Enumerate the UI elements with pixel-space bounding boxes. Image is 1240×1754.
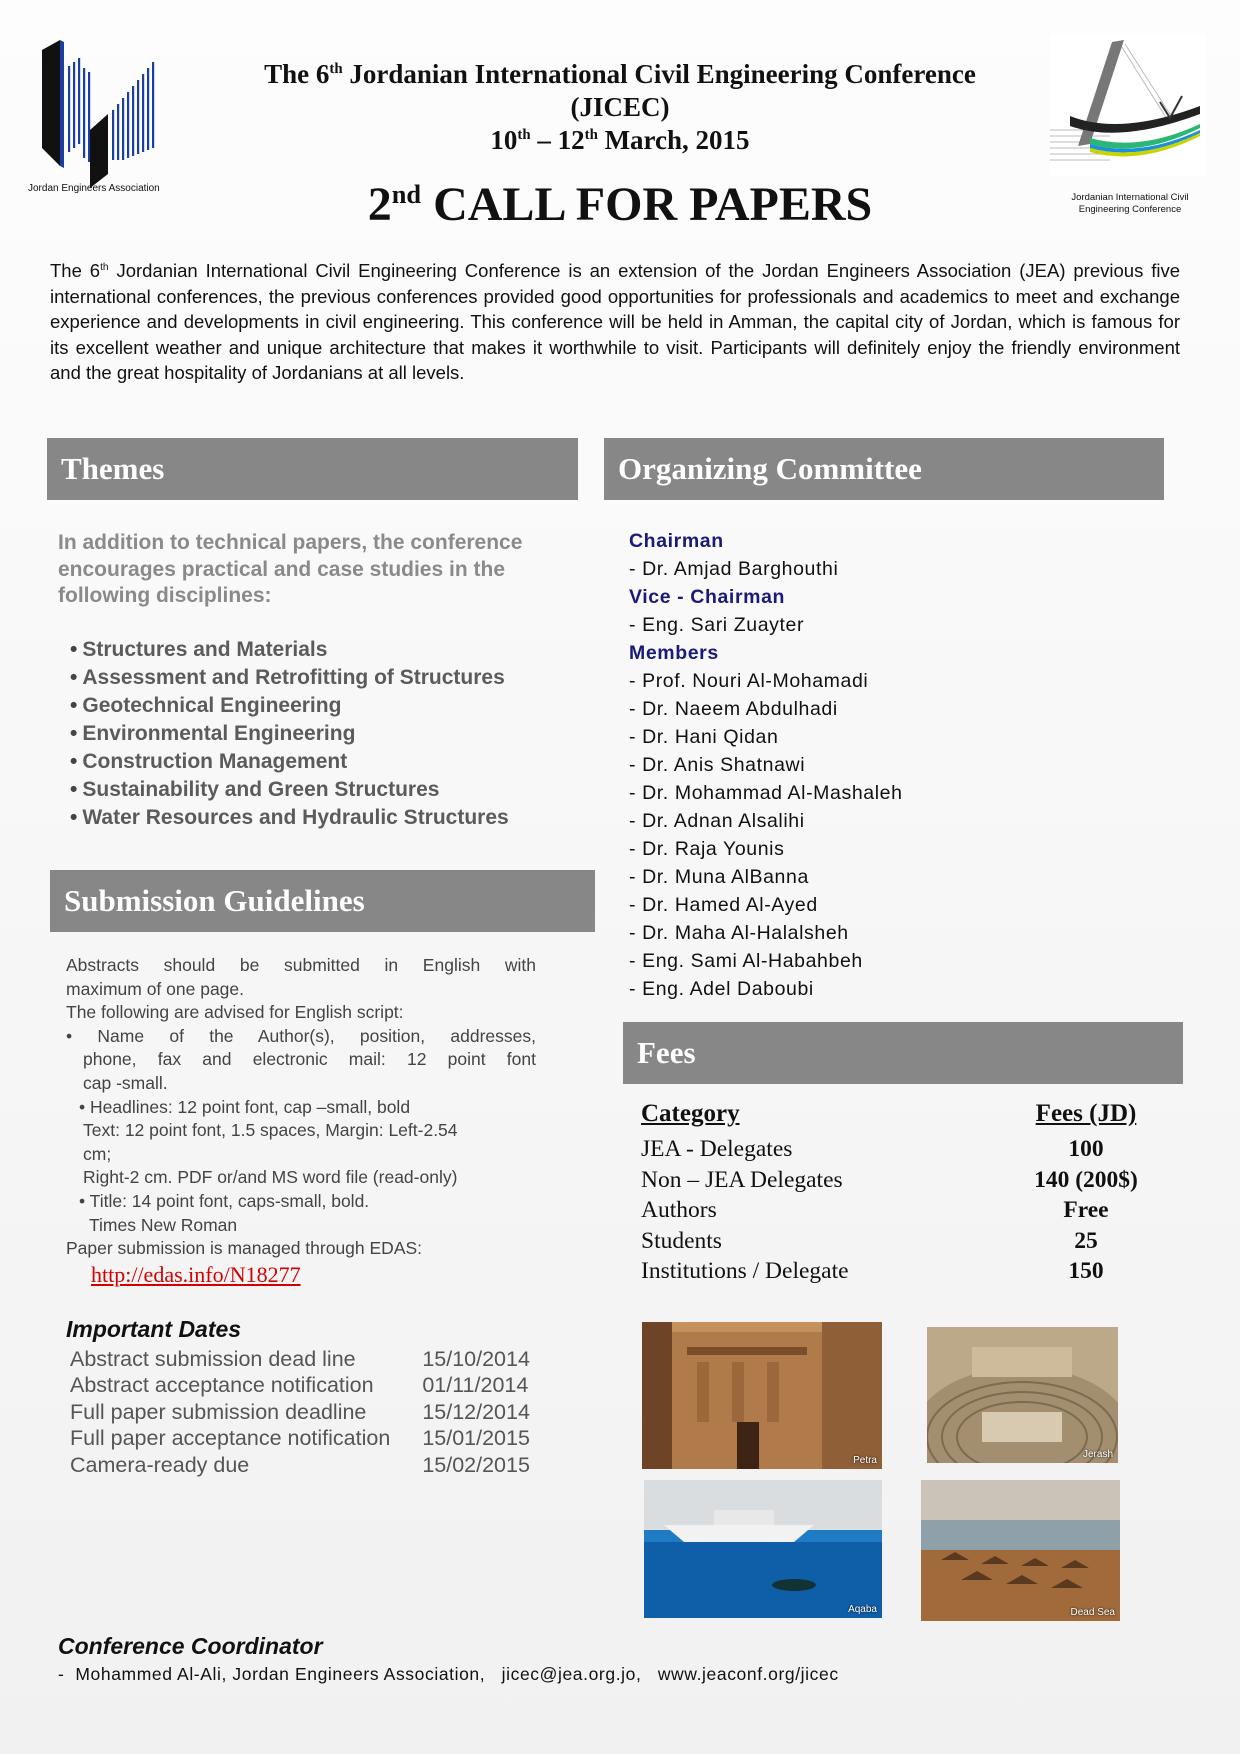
coordinator-contact: - Mohammed Al-Ali, Jordan Engineers Association, jicec@jea.org.jo, www.jeaconf.org/jicec — [58, 1664, 839, 1684]
jea-logo-caption: Jordan Engineers Association — [28, 183, 160, 194]
list-item: • Sustainability and Green Structures — [70, 778, 440, 801]
important-dates-table — [70, 1346, 530, 1478]
list-item: - Dr. Muna AlBanna — [629, 866, 809, 888]
table-header-row — [641, 1100, 1151, 1134]
table-row: Abstract acceptance notification 01/11/2014 — [70, 1373, 529, 1398]
table-row: Abstract submission dead line 15/10/2014 — [70, 1347, 530, 1371]
list-item: - Dr. Hani Qidan — [629, 726, 779, 748]
list-item: - Dr. Hamed Al-Ayed — [629, 894, 818, 916]
table-row: Camera-ready due 15/02/2015 — [70, 1452, 530, 1477]
dead-sea-label: Dead Sea — [1070, 1607, 1115, 1618]
conference-title: The 6th Jordanian International Civil Engineering Conference (JICEC) 10th – 12th March, 2015 — [210, 58, 1030, 157]
organizing-committee-heading: Organizing Committee — [604, 438, 1164, 500]
conference-dates: 10th – 12th March, 2015 — [490, 125, 750, 155]
list-item: - Prof. Nouri Al-Mohamadi — [629, 670, 869, 692]
vice-chairman-label: Vice - Chairman — [629, 586, 786, 608]
list-item: - Dr. Amjad Barghouthi — [629, 558, 839, 580]
submission-guidelines-body: Abstracts should be submitted in English with maximum of one page. The following are advised for English script: • Name of the Author(s), position, addresses, phone, fax and electronic mail: 12 point font cap -small. • Headlines: 12 point font, cap –small, bold Text: 12 point font, 1.5 spaces, Margin: Left-2.54 cm; Right-2 cm. PDF or/and MS word file (read-only) • Title: 14 point font, caps-small, bold. Times New Roman Paper submission is managed through EDAS: http://edas.info/N18277 — [66, 955, 536, 1287]
table-row: JEA - Delegates 100 — [641, 1136, 1104, 1162]
list-item: • Assessment and Retrofitting of Structures — [70, 666, 505, 689]
intro-paragraph: The 6th Jordanian International Civil Engineering Conference is an extension of the Jordan Engineers Association (JEA) previous five international conferences, the previous conferences provided good opportunities for professionals and academics to meet and exchange experience and developments in civil engineering. This conference will be held in Amman, the capital city of Jordan, which is famous for its excellent weather and unique architecture that makes it worthwhile to visit. Participants will definitely enjoy the friendly environment and the great hospitality of Jordanians at all levels. — [50, 260, 1181, 384]
petra-label: Petra — [853, 1455, 877, 1466]
jicec-logo-caption: Jordanian International Civil Engineering Conference — [1071, 192, 1189, 215]
jerash-label: Jerash — [1082, 1449, 1113, 1460]
category-column-header: Category — [641, 1100, 740, 1127]
table-row: Students 25 — [641, 1227, 1098, 1254]
fees-column-header: Fees (JD) — [1035, 1100, 1137, 1127]
important-dates-heading: Important Dates — [66, 1316, 242, 1342]
fees-heading: Fees — [623, 1022, 1183, 1084]
list-item: - Dr. Adnan Alsalihi — [629, 810, 805, 832]
chairman-label: Chairman — [629, 530, 724, 552]
list-item: • Structures and Materials — [70, 638, 328, 661]
table-row: Authors Free — [641, 1197, 1109, 1223]
coordinator-heading: Conference Coordinator — [58, 1633, 323, 1659]
list-item: - Eng. Sari Zuayter — [629, 614, 805, 636]
list-item: - Dr. Naeem Abdulhadi — [629, 698, 838, 720]
conference-acronym: (JICEC) — [570, 92, 670, 122]
members-label: Members — [629, 642, 719, 664]
themes-intro: In addition to technical papers, the conference encourages practical and case studies in the following disciplines: — [58, 531, 523, 607]
jicec-logo — [1050, 34, 1206, 176]
list-item: - Eng. Adel Daboubi — [629, 978, 814, 1000]
jerash-photo — [927, 1327, 1118, 1463]
jea-logo — [28, 38, 198, 198]
list-item: • Water Resources and Hydraulic Structures — [70, 806, 509, 829]
list-item: • Construction Management — [70, 750, 348, 773]
edas-link[interactable]: http://edas.info/N18277 — [91, 1261, 301, 1287]
list-item: • Geotechnical Engineering — [70, 694, 342, 717]
list-item: - Eng. Sami Al-Habahbeh — [629, 950, 863, 972]
list-item: - Dr. Raja Younis — [629, 838, 785, 860]
submission-guidelines-heading: Submission Guidelines — [50, 870, 595, 932]
table-row: Non – JEA Delegates 140 (200$) — [641, 1166, 1138, 1193]
petra-photo — [642, 1322, 882, 1469]
list-item: - Dr. Mohammad Al-Mashaleh — [629, 782, 903, 804]
jea-logo-mark — [42, 40, 154, 188]
organizing-committee-list — [629, 527, 1149, 1003]
list-item: - Dr. Anis Shatnawi — [629, 754, 806, 776]
table-row: Full paper acceptance notification 15/01/2015 — [70, 1426, 530, 1451]
table-row: Institutions / Delegate 150 — [641, 1258, 1104, 1284]
list-item: • Environmental Engineering — [70, 722, 356, 745]
aqaba-label: Aqaba — [848, 1604, 877, 1615]
dead-sea-photo — [921, 1480, 1120, 1621]
call-for-papers-heading: 2nd CALL FOR PAPERS — [367, 178, 873, 231]
table-row: Full paper submission deadline 15/12/2014 — [70, 1399, 530, 1424]
aqaba-photo — [644, 1480, 882, 1618]
fees-table — [641, 1100, 1151, 1287]
themes-heading: Themes — [47, 438, 578, 500]
list-item: - Dr. Maha Al-Halalsheh — [629, 922, 849, 944]
themes-list — [70, 636, 590, 832]
